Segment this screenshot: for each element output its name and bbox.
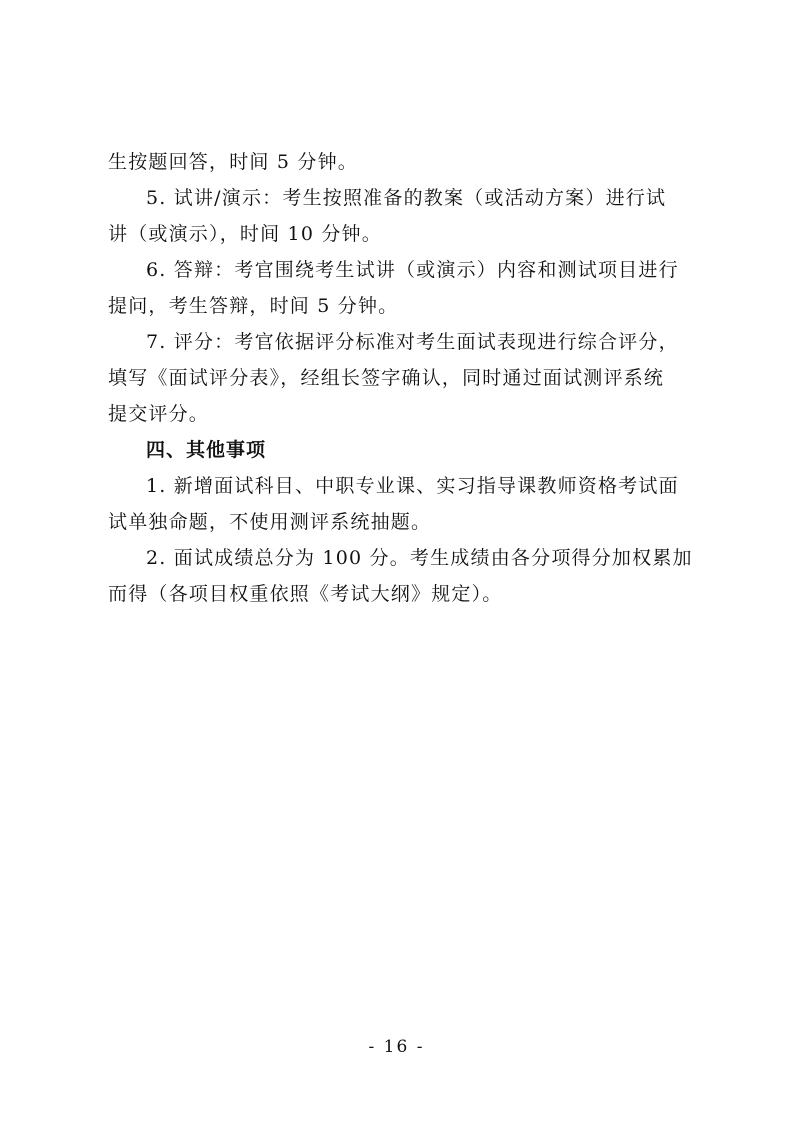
text-line-1: 生按题回答，时间 5 分钟。 xyxy=(108,151,358,173)
text-line-8: 提交评分。 xyxy=(108,403,210,425)
text-line-3: 讲（或演示），时间 10 分钟。 xyxy=(108,223,382,245)
text-line-5: 提问，考生答辩，时间 5 分钟。 xyxy=(108,295,399,317)
text-line-11: 试单独命题，不使用测评系统抽题。 xyxy=(108,511,432,533)
document-body xyxy=(108,144,698,612)
text-line-6: 7. 评分：考官依据评分标准对考生面试表现进行综合评分， xyxy=(146,331,679,353)
text-line-10: 1. 新增面试科目、中职专业课、实习指导课教师资格考试面 xyxy=(146,475,679,497)
section-heading: 四、其他事项 xyxy=(146,439,267,461)
page-number: - 16 - xyxy=(368,1037,425,1057)
text-line-12: 2. 面试成绩总分为 100 分。考生成绩由各分项得分加权累加 xyxy=(146,547,693,569)
text-line-2: 5. 试讲/演示：考生按照准备的教案（或活动方案）进行试 xyxy=(146,187,667,209)
text-line-4: 6. 答辩：考官围绕考生试讲（或演示）内容和测试项目进行 xyxy=(146,259,679,281)
text-line-7: 填写《面试评分表》，经组长签字确认，同时通过面试测评系统 xyxy=(108,367,665,389)
text-line-13: 而得（各项目权重依照《考试大纲》规定）。 xyxy=(108,583,503,605)
